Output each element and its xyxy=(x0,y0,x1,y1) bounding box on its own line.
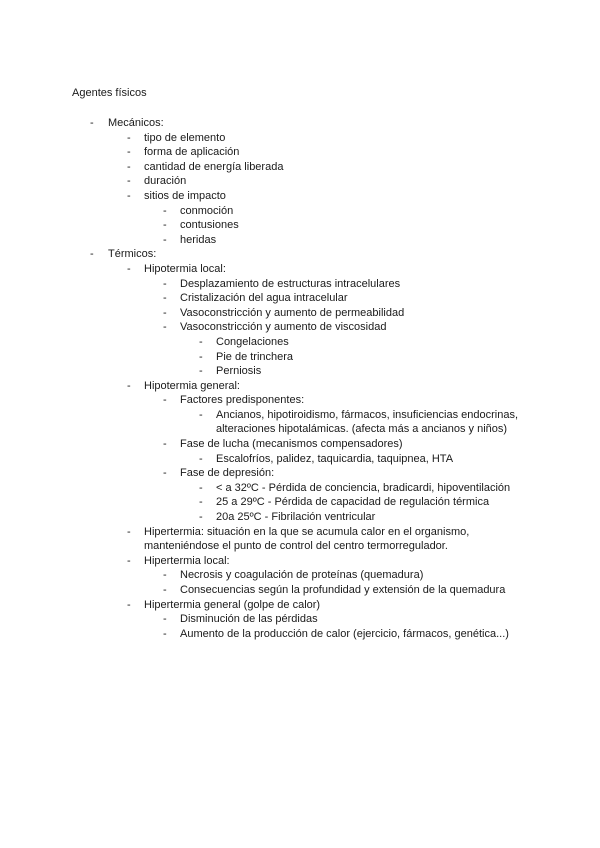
outline-item-text: 20a 25ºC - Fibrilación ventricular xyxy=(216,511,376,524)
outline-item-text: Aumento de la producción de calor (ejercicio, fármacos, genética...) xyxy=(180,627,509,640)
outline-item xyxy=(0,452,518,467)
bullet-dash: - xyxy=(90,248,94,261)
outline-item xyxy=(0,174,518,189)
outline-item-text: Vasoconstricción y aumento de viscosidad xyxy=(180,321,387,334)
outline-item xyxy=(0,437,518,452)
bullet-dash: - xyxy=(163,277,167,290)
bullet-dash: - xyxy=(199,365,203,378)
outline-item-text: Hipertermia local: xyxy=(144,554,230,567)
outline-item xyxy=(0,262,518,277)
outline-list xyxy=(0,116,518,641)
outline-item xyxy=(0,466,518,481)
outline-item xyxy=(0,364,518,379)
bullet-dash: - xyxy=(199,408,203,421)
outline-item-text: Vasoconstricción y aumento de permeabilidad xyxy=(180,306,405,319)
outline-item-text: duración xyxy=(144,175,187,188)
outline-item-text: Ancianos, hipotiroidismo, fármacos, insuficiencias endocrinas, xyxy=(216,408,519,421)
bullet-dash: - xyxy=(163,569,167,582)
bullet-dash: - xyxy=(199,481,203,494)
outline-item-text: Desplazamiento de estructuras intracelulares xyxy=(180,277,401,290)
bullet-dash: - xyxy=(127,160,131,173)
outline-item xyxy=(0,145,518,160)
outline-item-text: Consecuencias según la profundidad y extensión de la quemadura xyxy=(180,584,506,596)
outline-item-text: Hipertermia general (golpe de calor) xyxy=(144,598,321,611)
bullet-dash: - xyxy=(163,219,167,232)
outline-item-text: Térmicos: xyxy=(108,248,157,261)
bullet-dash: - xyxy=(163,321,167,334)
outline-item xyxy=(0,306,518,321)
outline-item-text: Escalofríos, palidez, taquicardia, taquipnea, HTA xyxy=(216,452,454,465)
outline-item-text: tipo de elemento xyxy=(144,131,226,144)
bullet-dash: - xyxy=(163,438,167,451)
bullet-dash: - xyxy=(127,554,131,567)
outline-item xyxy=(0,131,518,146)
outline-item xyxy=(0,160,518,175)
outline-item-text: Mecánicos: xyxy=(108,117,164,129)
bullet-dash: - xyxy=(127,189,131,202)
bullet-dash: - xyxy=(163,233,167,246)
outline-item-text: Hipotermia local: xyxy=(144,262,226,275)
outline-item xyxy=(0,583,518,598)
bullet-dash: - xyxy=(163,292,167,305)
outline-item xyxy=(0,277,518,292)
outline-item xyxy=(0,233,518,248)
outline-item-text: Necrosis y coagulación de proteínas (quemadura) xyxy=(180,569,424,582)
bullet-dash: - xyxy=(163,584,167,596)
outline-item-text: Perniosis xyxy=(216,365,262,378)
outline-item-text: Factores predisponentes: xyxy=(180,394,305,407)
outline-item-continuation: alteraciones hipotalámicas. (afecta más a ancianos y niños) xyxy=(216,423,508,436)
bullet-dash: - xyxy=(163,467,167,480)
outline-item-continuation: manteniéndose el punto de control del centro termorregulador. xyxy=(144,540,448,553)
bullet-dash: - xyxy=(163,613,167,626)
bullet-dash: - xyxy=(127,262,131,275)
outline-item xyxy=(0,218,518,233)
bullet-dash: - xyxy=(127,146,131,159)
outline-item xyxy=(0,627,518,642)
outline-item xyxy=(0,481,518,496)
outline-item-text: Congelaciones xyxy=(216,335,289,348)
outline-item xyxy=(0,379,518,394)
outline-item xyxy=(0,350,518,365)
outline-item-text: forma de aplicación xyxy=(144,146,240,159)
bullet-dash: - xyxy=(127,379,131,392)
outline-item xyxy=(0,189,518,204)
outline-item xyxy=(0,291,518,306)
outline-item xyxy=(0,320,518,335)
outline-item xyxy=(0,408,518,437)
bullet-dash: - xyxy=(90,117,94,129)
outline-item xyxy=(0,204,518,219)
bullet-dash: - xyxy=(127,131,131,144)
outline-item-text: Fase de depresión: xyxy=(180,467,275,480)
outline-item-text: Pie de trinchera xyxy=(216,350,294,363)
outline-item-text: conmoción xyxy=(180,204,234,217)
bullet-dash: - xyxy=(163,394,167,407)
outline-item xyxy=(0,510,518,525)
outline-item xyxy=(0,116,518,131)
outline-item-text: sitios de impacto xyxy=(144,189,226,202)
bullet-dash: - xyxy=(127,175,131,188)
outline-item-text: Cristalización del agua intracelular xyxy=(180,292,348,305)
bullet-dash: - xyxy=(199,350,203,363)
bullet-dash: - xyxy=(199,511,203,524)
outline-item-text: 25 a 29ºC - Pérdida de capacidad de regulación térmica xyxy=(216,496,490,509)
outline-item xyxy=(0,525,518,554)
outline-item xyxy=(0,598,518,613)
bullet-dash: - xyxy=(127,525,131,538)
outline-item-text: Disminución de las pérdidas xyxy=(180,613,318,626)
bullet-dash: - xyxy=(163,306,167,319)
bullet-dash: - xyxy=(199,496,203,509)
outline-item-text: cantidad de energía liberada xyxy=(144,160,284,173)
outline-item xyxy=(0,554,518,569)
outline-item-text: contusiones xyxy=(180,219,239,232)
outline-item-text: heridas xyxy=(180,233,217,246)
outline-item xyxy=(0,393,518,408)
bullet-dash: - xyxy=(163,627,167,640)
outline-item xyxy=(0,495,518,510)
document-title: Agentes físicos xyxy=(72,87,147,99)
outline-item-text: Hipertermia: situación en la que se acumula calor en el organismo, xyxy=(144,525,470,538)
outline-item-text: < a 32ºC - Pérdida de conciencia, bradicardi, hipoventilación xyxy=(216,481,511,494)
outline-item-text: Fase de lucha (mecanismos compensadores) xyxy=(180,438,403,451)
bullet-dash: - xyxy=(127,598,131,611)
outline-item-text: Hipotermia general: xyxy=(144,379,240,392)
bullet-dash: - xyxy=(199,452,203,465)
outline-item xyxy=(0,568,518,583)
bullet-dash: - xyxy=(199,335,203,348)
outline-item xyxy=(0,335,518,350)
bullet-dash: - xyxy=(163,204,167,217)
outline-item xyxy=(0,612,518,627)
outline-item xyxy=(0,247,518,262)
